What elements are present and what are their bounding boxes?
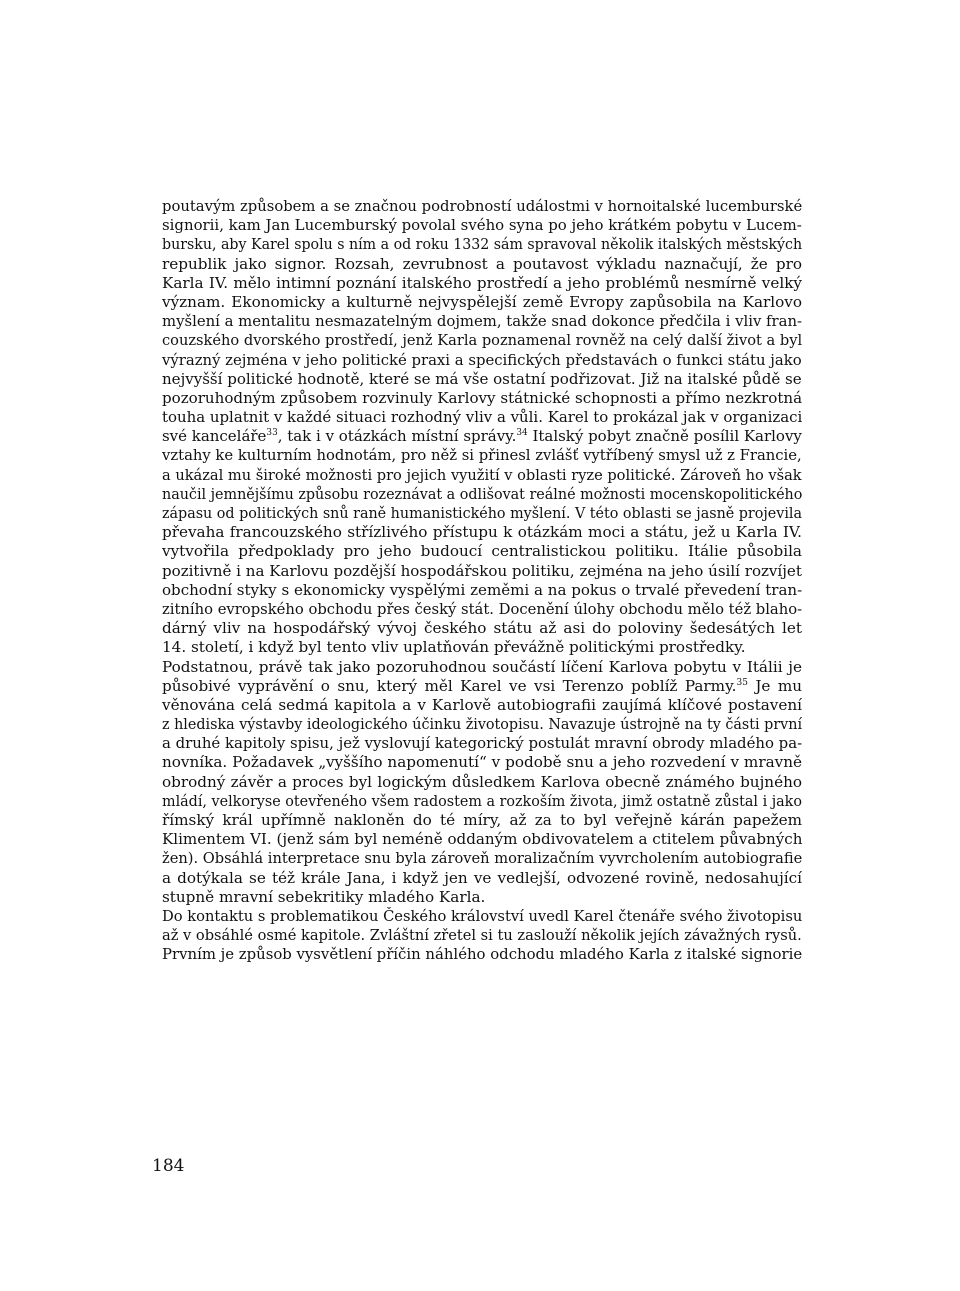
text-line: zitního evropského obchodu přes český stát. Docenění úlohy obchodu mělo též blaho-	[162, 599, 803, 618]
text-line: a druhé kapitoly spisu, jež vyslovují kategorický postulát mravní obrody mladého pa-	[162, 734, 803, 753]
text-line: obchodní styky s ekonomicky vyspělými zeměmi a na pokus o trvalé převedení tran-	[162, 580, 803, 599]
text-line: význam. Ekonomicky a kulturně nejvyspělejší země Evropy zapůsobila na Karlovo	[162, 292, 802, 311]
text-line: signorii, kam Jan Lucemburský povolal svého syna po jeho krátkém pobytu v Lucem-	[162, 216, 802, 235]
text-line: výrazný zejména v jeho politické praxi a specifických představách o funkci státu jako	[162, 350, 802, 369]
paragraph	[162, 658, 802, 907]
text-line: republik jako signor. Rozsah, zevrubnost a poutavost výkladu naznačují, že pro	[162, 254, 802, 273]
text-line: žen). Obsáhlá interpretace snu byla zároveň moralizačním vyvrcholením autobiografie	[162, 849, 803, 868]
text-line: dárný vliv na hospodářský vývoj českého státu až asi do poloviny šedesátých let	[162, 619, 802, 638]
text-line: pozitivně i na Karlovu pozdější hospodářskou politiku, zejména na jeho úsilí rozvíjet	[162, 561, 802, 580]
text-line: a ukázal mu široké možnosti pro jejich využití v oblasti ryze politické. Zároveň ho však	[162, 465, 802, 484]
text-line: bursku, aby Karel spolu s ním a od roku 1332 sám spravoval několik italských městských	[162, 235, 803, 254]
body-text	[162, 197, 802, 965]
text-line: touha uplatnit v každé situaci rozhodný vliv a vůli. Karel to prokázal jak v organizaci	[162, 408, 803, 427]
text-line: couzského dvorského prostředí, jenž Karla poznamenal rovněž na celý další život a byl	[162, 331, 803, 350]
text-line: pozoruhodným způsobem rozvinuly Karlovy státnické schopnosti a přímo nezkrotná	[162, 388, 803, 407]
text-line: Prvním je způsob vysvětlení příčin náhlého odchodu mladého Karla z italské signorie	[162, 945, 803, 964]
text-line: poutavým způsobem a se značnou podrobností událostmi v hornoitalské lucemburské	[162, 197, 803, 215]
text-line: vytvořila předpoklady pro jeho budoucí centralistickou politiku. Itálie působila	[162, 542, 802, 561]
paragraph	[162, 907, 802, 965]
text-segment: Italský pobyt značně posílil Karlovy	[527, 427, 802, 446]
text-line: zápasu od politických snů raně humanistického myšlení. V této oblasti se jasně projevila	[162, 504, 803, 522]
text-line: až v obsáhlé osmé kapitole. Zvláštní zřetel si tu zaslouží několik jejích závažných rysů.	[162, 926, 802, 945]
text-segment: , tak i v otázkách místní správy.	[277, 427, 517, 446]
text-line: vztahy ke kulturním hodnotám, pro něž si přinesl zvlášť vytříbený smysl už z Francie,	[162, 446, 802, 465]
text-line: Do kontaktu s problematikou Českého království uvedl Karel čtenáře svého životopisu	[162, 906, 803, 925]
text-line: Klimentem VI. (jenž sám byl neméně oddaným obdivovatelem a ctitelem půvabných	[162, 830, 803, 849]
footnote-marker-34: 34	[516, 428, 528, 439]
page-number: 184	[152, 1156, 185, 1176]
text-line: Podstatnou, právě tak jako pozoruhodnou součástí líčení Karlova pobytu v Itálii je	[162, 657, 802, 676]
text-line: novníka. Požadavek „vyššího napomenutí“ v podobě snu a jeho rozvedení v mravně	[162, 753, 802, 772]
text-line: stupně mravní sebekritiky mladého Karla.	[162, 887, 486, 906]
text-line: převaha francouzského střízlivého přístupu k otázkám moci a státu, jež u Karla IV.	[162, 523, 802, 542]
text-line: z hlediska výstavby ideologického účinku životopisu. Navazuje ústrojně na ty části první	[162, 715, 803, 734]
text-line: a dotýkala se též krále Jana, i když jen ve vedlejší, odvozené rovině, nedosahující	[162, 868, 802, 887]
text-segment: Je mu	[747, 676, 802, 695]
text-line: myšlení a mentalitu nesmazatelným dojmem, takže snad dokonce předčila i vliv fran-	[162, 312, 803, 331]
text-line: římský král upřímně nakloněn do té míry, až za to byl veřejně kárán papežem	[162, 811, 802, 829]
footnote-marker-35: 35	[736, 677, 748, 688]
text-line	[162, 677, 802, 696]
text-line: Karla IV. mělo intimní poznání italského prostředí a jeho problémů nesmírně velký	[162, 273, 802, 292]
text-line: mládí, velkoryse otevřeného všem radostem a rozkoším života, jimž ostatně zůstal i jako	[162, 791, 802, 810]
text-line: obrodný závěr a proces byl logickým důsledkem Karlova obecně známého bujného	[162, 772, 802, 791]
text-line: nejvyšší politické hodnotě, které se má vše ostatní podřizovat. Již na italské půdě se	[162, 369, 802, 388]
paragraph	[162, 197, 802, 658]
text-line	[162, 427, 802, 446]
text-segment: své kanceláře	[162, 427, 267, 446]
text-line: 14. století, i když byl tento vliv uplatňován převážně politickými prostředky.	[162, 638, 746, 657]
text-line: naučil jemnějšímu způsobu rozeznávat a odlišovat reálné možnosti mocenskopolitického	[162, 484, 803, 503]
text-segment: působivé vyprávění o snu, který měl Karel ve vsi Terenzo poblíž Parmy.	[162, 676, 737, 695]
footnote-marker-33: 33	[266, 428, 278, 439]
text-line: věnována celá sedmá kapitola a v Karlově autobiografii zaujímá klíčové postavení	[162, 695, 802, 714]
